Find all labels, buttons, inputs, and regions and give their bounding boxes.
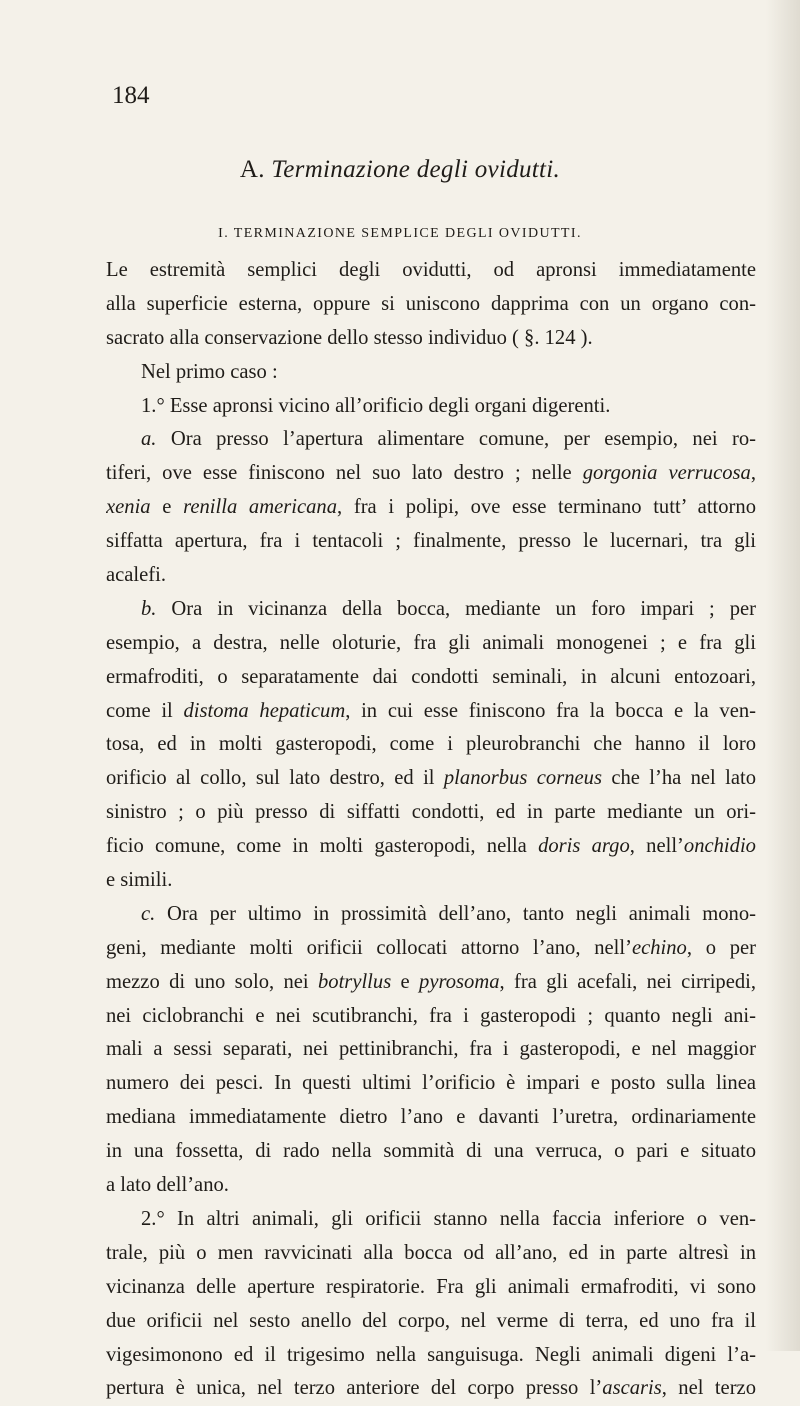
subsection-title: I. TERMINAZIONE SEMPLICE DEGLI OVIDUTTI. <box>218 226 582 241</box>
text-line <box>106 559 756 593</box>
text-line <box>106 796 756 830</box>
text-span: come il <box>106 699 184 722</box>
body-text <box>106 254 756 1406</box>
text-span: Ora per ultimo in prossimità dell’ano, tanto negli animali mono- <box>155 902 756 925</box>
text-span: che l’ha nel lato <box>601 767 756 790</box>
text-span: , nel terzo <box>661 1377 756 1400</box>
italic-term: ascaris <box>602 1377 662 1400</box>
text-line <box>106 457 756 491</box>
section-title <box>0 156 800 184</box>
text-span: e <box>150 496 184 519</box>
italic-term: distoma hepaticum <box>183 699 346 722</box>
text-line <box>106 1000 756 1034</box>
text-line <box>106 288 756 322</box>
text-line <box>106 627 756 661</box>
text-span: , <box>750 462 756 485</box>
italic-term: xenia <box>106 496 151 519</box>
text-span: vigesimonono ed il trigesimo nella sanguisuga. Negli animali digeni l’a- <box>106 1343 756 1366</box>
text-span: pertura è unica, nel terzo anteriore del corpo presso l’ <box>106 1377 603 1400</box>
text-line <box>106 525 756 559</box>
text-line <box>106 1033 756 1067</box>
text-span: , nell’ <box>629 835 684 858</box>
text-span: ermafroditi, o separatamente dai condotti seminali, in alcuni entozoari, <box>106 665 756 688</box>
text-span: due orificii nel sesto anello del corpo, nel verme di terra, ed uno fra il <box>106 1309 756 1332</box>
italic-term: planorbus corneus <box>443 767 602 790</box>
text-span: siffatta apertura, fra i tentacoli ; finalmente, presso le lucernari, tra gli <box>106 530 756 553</box>
text-span: mediana immediatamente dietro l’ano e davanti l’uretra, ordinariamente <box>106 1106 756 1129</box>
text-line <box>106 695 756 729</box>
italic-term: b. <box>141 597 157 620</box>
italic-term: echino <box>631 936 687 959</box>
text-line <box>106 898 756 932</box>
text-line <box>106 864 756 898</box>
text-span: , in cui esse finiscono fra la bocca e la ven- <box>345 699 756 722</box>
text-line <box>106 254 756 288</box>
text-span: geni, mediante molti orificii collocati attorno l’ano, nell’ <box>106 936 632 959</box>
text-span: a lato dell’ano. <box>106 1174 229 1197</box>
italic-term: c. <box>141 902 156 925</box>
text-span: 1.° Esse apronsi vicino all’orificio degli organi digerenti. <box>141 394 611 417</box>
text-line <box>106 1339 756 1373</box>
italic-term: pyrosoma <box>419 970 500 993</box>
text-span: in una fossetta, di rado nella sommità di una verruca, o pari e situato <box>106 1140 756 1163</box>
text-span: tosa, ed in molti gasteropodi, come i pleurobranchi che hanno il loro <box>106 733 756 756</box>
text-line <box>106 1237 756 1271</box>
italic-term: gorgonia verrucosa <box>582 462 751 485</box>
text-span: Nel primo caso : <box>141 360 278 383</box>
text-span: 2.° In altri animali, gli orificii stanno nella faccia inferiore o ven- <box>141 1207 756 1230</box>
italic-term: doris argo <box>538 835 630 858</box>
text-span: orificio al collo, sul lato destro, ed il <box>106 767 444 790</box>
section-letter: A. <box>239 156 272 183</box>
italic-term: a. <box>141 428 157 451</box>
text-span: , fra gli acefali, nei cirripedi, <box>499 970 756 993</box>
text-span: sinistro ; o più presso di siffatti condotti, ed in parte mediante un ori- <box>106 801 756 824</box>
text-span: Le estremità semplici degli ovidutti, od apronsi immediatamente <box>106 259 756 281</box>
text-span: mezzo di uno solo, nei <box>106 970 318 993</box>
text-line <box>106 356 756 390</box>
text-line <box>106 1135 756 1169</box>
text-span: Ora presso l’apertura alimentare comune, per esempio, nei ro- <box>156 428 756 451</box>
text-span: vicinanza delle aperture respiratorie. Fra gli animali ermafroditi, vi sono <box>106 1275 756 1298</box>
text-span: alla superficie esterna, oppure si uniscono dapprima con un organo con- <box>106 292 756 315</box>
text-span: nei ciclobranchi e nei scutibranchi, fra i gasteropodi ; quanto negli ani- <box>106 1004 756 1027</box>
text-line <box>106 1203 756 1237</box>
text-line <box>106 593 756 627</box>
text-span: trale, più o men ravvicinati alla bocca od all’ano, ed in parte altresì in <box>106 1241 756 1264</box>
text-line <box>106 728 756 762</box>
text-line <box>106 1169 756 1203</box>
text-line <box>106 1305 756 1339</box>
italic-term: renilla americana <box>183 496 338 519</box>
text-line <box>106 390 756 424</box>
italic-term: botryllus <box>317 970 392 993</box>
text-span: acalefi. <box>106 564 167 587</box>
text-span: , o per <box>686 936 756 959</box>
text-span: tiferi, ove esse finiscono nel suo lato destro ; nelle <box>106 462 583 485</box>
text-span: e simili. <box>106 869 173 892</box>
text-span: Ora in vicinanza della bocca, mediante un foro impari ; per <box>156 597 756 620</box>
text-line <box>106 491 756 525</box>
text-span: ficio comune, come in molti gasteropodi, nella <box>106 835 539 858</box>
page-edge-shadow <box>766 0 800 1351</box>
text-line <box>106 1101 756 1135</box>
text-span: numero dei pesci. In questi ultimi l’orificio è impari e posto sulla linea <box>106 1072 756 1095</box>
section-title-text: Terminazione degli ovidutti. <box>271 156 561 183</box>
text-line <box>106 661 756 695</box>
text-span: mali a sessi separati, nei pettinibranchi, fra i gasteropodi, e nel maggior <box>106 1038 756 1061</box>
text-line <box>106 932 756 966</box>
text-line <box>106 322 756 356</box>
text-line <box>106 1372 756 1406</box>
text-line <box>106 423 756 457</box>
text-line <box>106 762 756 796</box>
text-line <box>106 1271 756 1305</box>
text-line <box>106 830 756 864</box>
page-number: 184 <box>112 82 150 109</box>
text-span: , fra i polipi, ove esse terminano tutt’ attorno <box>337 496 756 519</box>
italic-term: onchidio <box>683 835 756 858</box>
text-span: esempio, a destra, nelle oloturie, fra gli animali monogenei ; e fra gli <box>106 631 756 654</box>
text-line <box>106 1067 756 1101</box>
text-line <box>106 966 756 1000</box>
text-span: e <box>391 970 420 993</box>
text-span: sacrato alla conservazione dello stesso individuo ( §. 124 ). <box>106 326 593 349</box>
